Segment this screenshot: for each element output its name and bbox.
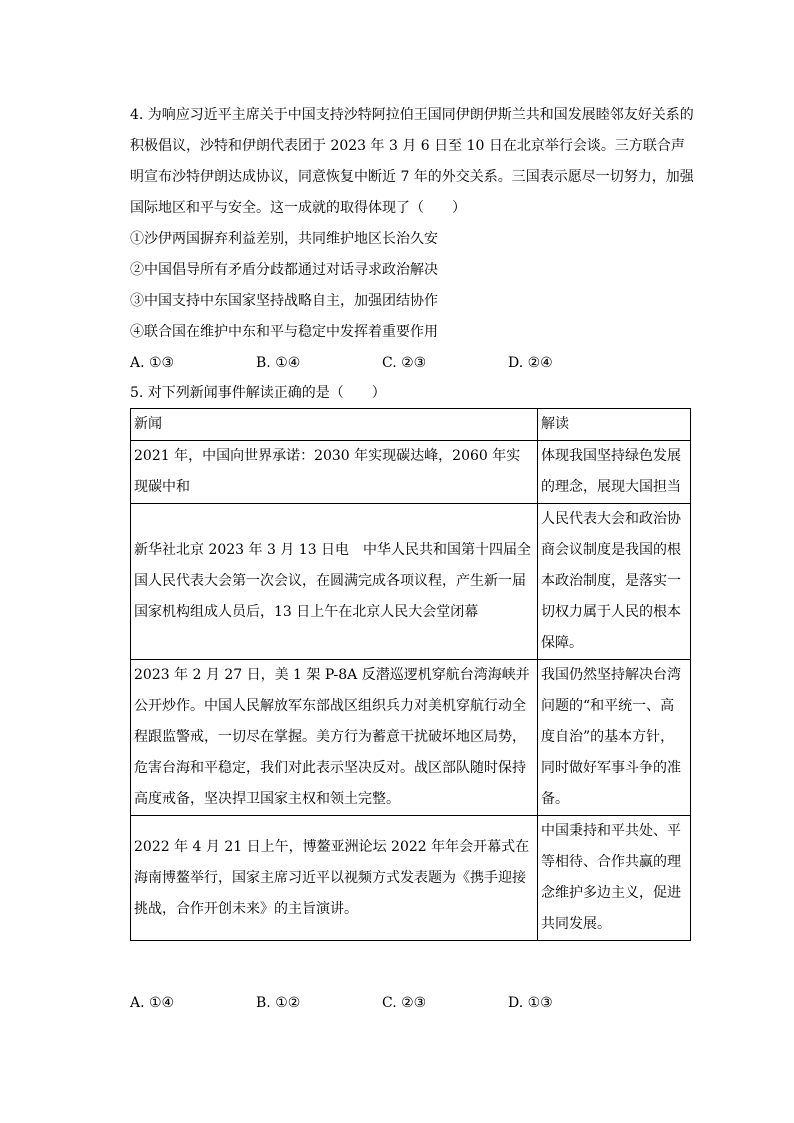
header-news: 新闻 — [131, 409, 538, 441]
statement-4: ④联合国在维护中东和平与稳定中发挥着重要作用 — [130, 324, 438, 340]
choice-b[interactable]: B. ①② — [256, 995, 301, 1011]
choice-d[interactable]: D. ②④ — [508, 355, 553, 371]
table-row — [131, 816, 691, 941]
interpretation-cell-1: 体现我国坚持绿色发展的理念，展现大国担当 — [538, 441, 691, 504]
choice-d[interactable]: D. ①③ — [508, 995, 553, 1011]
interpretation-cell-2: 人民代表大会和政治协商会议制度是我国的根本政治制度，是落实一切权力属于人民的根本保障。 — [538, 504, 691, 660]
statement-3: ③中国支持中东国家坚持战略自主，加强团结协作 — [130, 293, 438, 309]
choice-b[interactable]: B. ①④ — [256, 355, 301, 371]
statement-1: ①沙伊两国摒弃利益差别，共同维护地区长治久安 — [130, 231, 438, 247]
choice-a[interactable]: A. ①③ — [130, 355, 175, 371]
news-cell-3: 2023 年 2 月 27 日，美 1 架 P-8A 反潜巡逻机穿航台湾海峡并公开炒作。中国人民解放军东部战区组织兵力对美机穿航行动全程跟监警戒，一切尽在掌握。美方行为蓄意干扰破坏地区局势，危害台海和平稳定，我们对此表示坚决反对。战区部队随时保持高度戒备，坚决捍卫国家主权和领土完整。 — [131, 660, 538, 816]
news-cell-2: 新华社北京 2023 年 3 月 13 日电 中华人民共和国第十四届全国人民代表大会第一次会议，在圆满完成各项议程，产生新一届国家机构组成人员后，13 日上午在北京人民大会堂闭幕 — [131, 504, 538, 660]
question-4 — [130, 100, 696, 379]
news-cell-1: 2021 年，中国向世界承诺：2030 年实现碳达峰，2060 年实现碳中和 — [131, 441, 538, 504]
statement-2: ②中国倡导所有矛盾分歧都通过对话寻求政治解决 — [130, 262, 438, 278]
interpretation-cell-3: 我国仍然坚持解决台湾问题的“和平统一、高度自治”的基本方针，同时做好军事斗争的准备。 — [538, 660, 691, 816]
question-5-choices — [130, 988, 634, 1019]
table-header-row — [131, 409, 691, 441]
news-table — [130, 408, 691, 941]
choice-a[interactable]: A. ①④ — [130, 995, 175, 1011]
news-cell-4: 2022 年 4 月 21 日上午，博鳌亚洲论坛 2022 年年会开幕式在海南博鳌举行，国家主席习近平以视频方式发表题为《携手迎接挑战，合作开创未来》的主旨演讲。 — [131, 816, 538, 941]
choice-c[interactable]: C. ②③ — [382, 355, 427, 371]
table-row — [131, 441, 691, 504]
header-interpretation: 解读 — [538, 409, 691, 441]
choice-c[interactable]: C. ②③ — [382, 995, 427, 1011]
table-row — [131, 504, 691, 660]
table-row — [131, 660, 691, 816]
question-4-choices — [130, 348, 696, 379]
interpretation-cell-4: 中国秉持和平共处、平等相待、合作共赢的理念维护多边主义，促进共同发展。 — [538, 816, 691, 941]
question-5-stem: 5. 对下列新闻事件解读正确的是（ ） — [130, 385, 386, 401]
question-4-stem: 4. 为响应习近平主席关于中国支持沙特阿拉伯王国同伊朗伊斯兰共和国发展睦邻友好关系的积极倡议，沙特和伊朗代表团于 2023 年 3 月 6 日至 10 日在北京举行会谈。三方联合声明宣布沙特伊朗达成协议，同意恢复中断近 7 年的外交关系。三国表示愿尽一切努力，加强国际地区和平与安全。这一成就的取得体现了（ ） — [130, 107, 694, 216]
